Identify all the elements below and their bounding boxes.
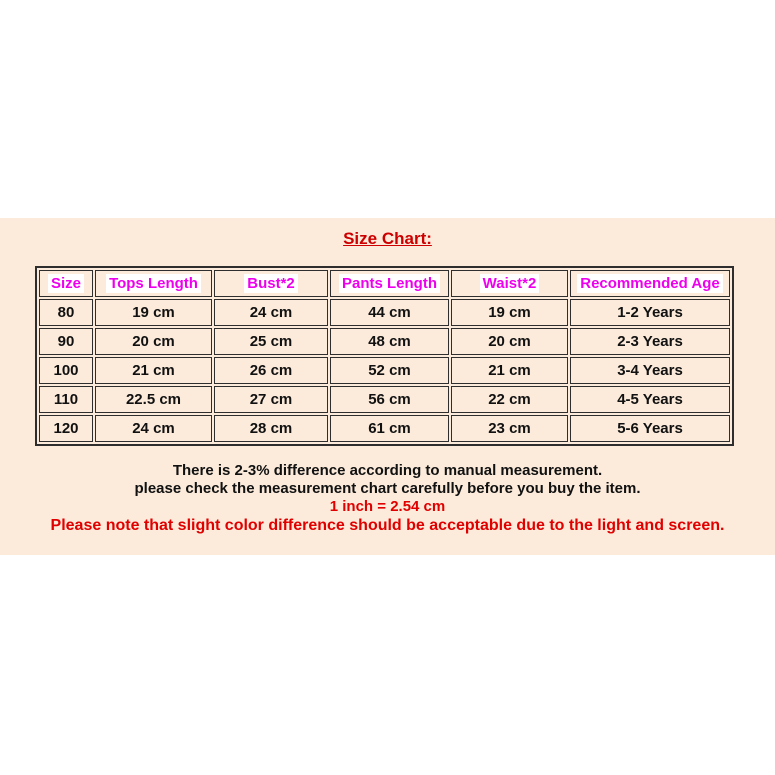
table-cell: 20 cm — [95, 328, 212, 355]
header-cell-tops-length: Tops Length — [95, 270, 212, 297]
note-check-chart: please check the measurement chart carefully before you buy the item. — [134, 480, 641, 497]
table-cell: 110 — [39, 386, 93, 413]
header-cell-pants-length: Pants Length — [330, 270, 449, 297]
table-cell: 56 cm — [330, 386, 449, 413]
table-cell: 28 cm — [214, 415, 328, 442]
table-cell: 90 — [39, 328, 93, 355]
table-cell: 21 cm — [451, 357, 568, 384]
table-row — [39, 357, 730, 384]
note-color-difference: Please note that slight color difference should be acceptable due to the light and screen. — [50, 517, 725, 534]
header-row — [39, 270, 730, 297]
note-measurement-difference: There is 2-3% difference according to manual measurement. — [172, 462, 603, 479]
table-cell: 4-5 Years — [570, 386, 730, 413]
table-cell: 22.5 cm — [95, 386, 212, 413]
header-cell-bust: Bust*2 — [214, 270, 328, 297]
table-row — [39, 328, 730, 355]
table-row — [39, 299, 730, 326]
table-cell: 3-4 Years — [570, 357, 730, 384]
size-chart-table — [35, 266, 734, 446]
note-inch-conversion: 1 inch = 2.54 cm — [329, 498, 446, 515]
table-cell: 44 cm — [330, 299, 449, 326]
header-cell-waist: Waist*2 — [451, 270, 568, 297]
table-cell: 19 cm — [451, 299, 568, 326]
table-row — [39, 415, 730, 442]
table-cell: 23 cm — [451, 415, 568, 442]
table-cell: 48 cm — [330, 328, 449, 355]
table-cell: 25 cm — [214, 328, 328, 355]
header-cell-size: Size — [39, 270, 93, 297]
header-cell-recommended-age: Recommended Age — [570, 270, 730, 297]
table-cell: 22 cm — [451, 386, 568, 413]
table-cell: 52 cm — [330, 357, 449, 384]
table-cell: 20 cm — [451, 328, 568, 355]
size-chart-panel — [0, 218, 775, 555]
table-cell: 2-3 Years — [570, 328, 730, 355]
size-chart-title: Size Chart: — [343, 229, 432, 248]
table-cell: 26 cm — [214, 357, 328, 384]
table-cell: 100 — [39, 357, 93, 384]
measurement-notes — [0, 462, 775, 535]
table-cell: 80 — [39, 299, 93, 326]
table-cell: 21 cm — [95, 357, 212, 384]
table-cell: 24 cm — [95, 415, 212, 442]
table-cell: 1-2 Years — [570, 299, 730, 326]
table-row — [39, 386, 730, 413]
table-cell: 61 cm — [330, 415, 449, 442]
table-cell: 5-6 Years — [570, 415, 730, 442]
table-cell: 24 cm — [214, 299, 328, 326]
table-cell: 27 cm — [214, 386, 328, 413]
table-cell: 120 — [39, 415, 93, 442]
table-cell: 19 cm — [95, 299, 212, 326]
